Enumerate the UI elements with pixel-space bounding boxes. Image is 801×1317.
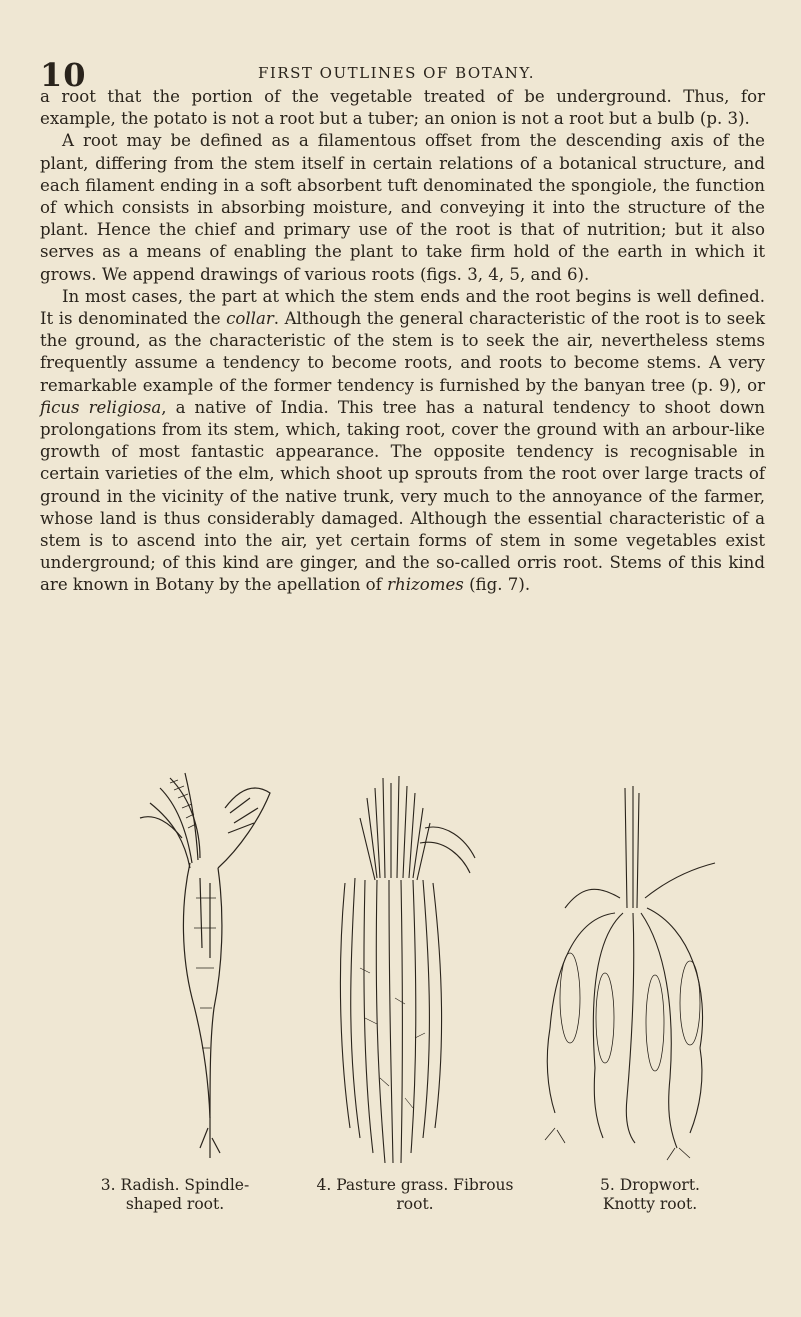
- term-rhizomes: rhizomes: [387, 575, 464, 595]
- figure-pasture-grass: [305, 768, 490, 1173]
- caption-line: 3. Radish. Spindle-: [100, 1176, 250, 1194]
- body-text: [40, 86, 765, 597]
- dropwort-illustration: [495, 768, 740, 1173]
- paragraph: [40, 286, 765, 597]
- running-head: FIRST OUTLINES OF BOTANY.: [258, 64, 536, 82]
- caption-line: root.: [396, 1195, 434, 1213]
- figure-caption: [290, 1176, 540, 1214]
- text-run: (fig. 7).: [463, 575, 531, 595]
- caption-line: shaped root.: [125, 1195, 225, 1213]
- paragraph: a root that the portion of the vegetable treated of be underground. Thus, for example, the potato is not a root but a tuber; an onion is not a root but a bulb (p. 3).: [40, 87, 765, 129]
- caption-line: Knotty root.: [602, 1195, 698, 1213]
- paragraph: A root may be defined as a filamentous offset from the descending axis of the plant, differing from the stem itself in certain relations of a botanical structure, and each filament ending in a soft absorbent tuft denominated the spongiole, the function of which consists in absorbing moisture, and conveying it into the structure of the plant. Hence the chief and primary use of the root is that of nutrition; but it also serves as a means of enabling the plant to take firm hold of the earth in which it grows. We append drawings of various roots (figs. 3, 4, 5, and 6).: [40, 131, 765, 284]
- figure-dropwort: [495, 768, 740, 1173]
- text-run: , a native of India. This tree has a natural tendency to shoot down prolongations from its stem, which, taking root, cover the ground with an arbour-like growth of most fantastic appearance. The opposite tendency is recognisable in certain varieties of the elm, which shoot up sprouts from the root over large tracts of ground in the vicinity of the native trunk, very much to the annoyance of the farmer, whose land is thus considerably damaged. Although the essential characteristic of a stem is to ascend into the air, yet certain forms of stem in some vegetables exist underground; of this kind are ginger, and the so-called orris root. Stems of this kind are known in Botany by the apellation of: [40, 397, 765, 595]
- pasture-grass-illustration: [305, 768, 490, 1173]
- figure-caption: [540, 1176, 760, 1214]
- term-collar: collar: [226, 309, 274, 329]
- term-ficus-religiosa: ficus religiosa: [40, 397, 162, 417]
- caption-line: 4. Pasture grass. Fibrous: [316, 1176, 514, 1194]
- caption-line: 5. Dropwort.: [600, 1176, 700, 1194]
- radish-illustration: [130, 768, 280, 1173]
- figures-row: [40, 768, 770, 1213]
- text-run: In most cases, the part at which the stem ends and the root begins is well defined. It is denominated the: [40, 286, 765, 329]
- text-run: . Although the general characteristic of the root is to seek the ground, as the characteristic of the stem is to seek the air, nevertheless stems frequently assume a tendency to become roots, and roots to become stems. A very remarkable example of the former tendency is furnished by the banyan tree (p. 9), or: [40, 309, 765, 395]
- page-number: 10: [40, 56, 87, 94]
- figure-radish: [130, 768, 280, 1173]
- figure-caption: [40, 1176, 310, 1214]
